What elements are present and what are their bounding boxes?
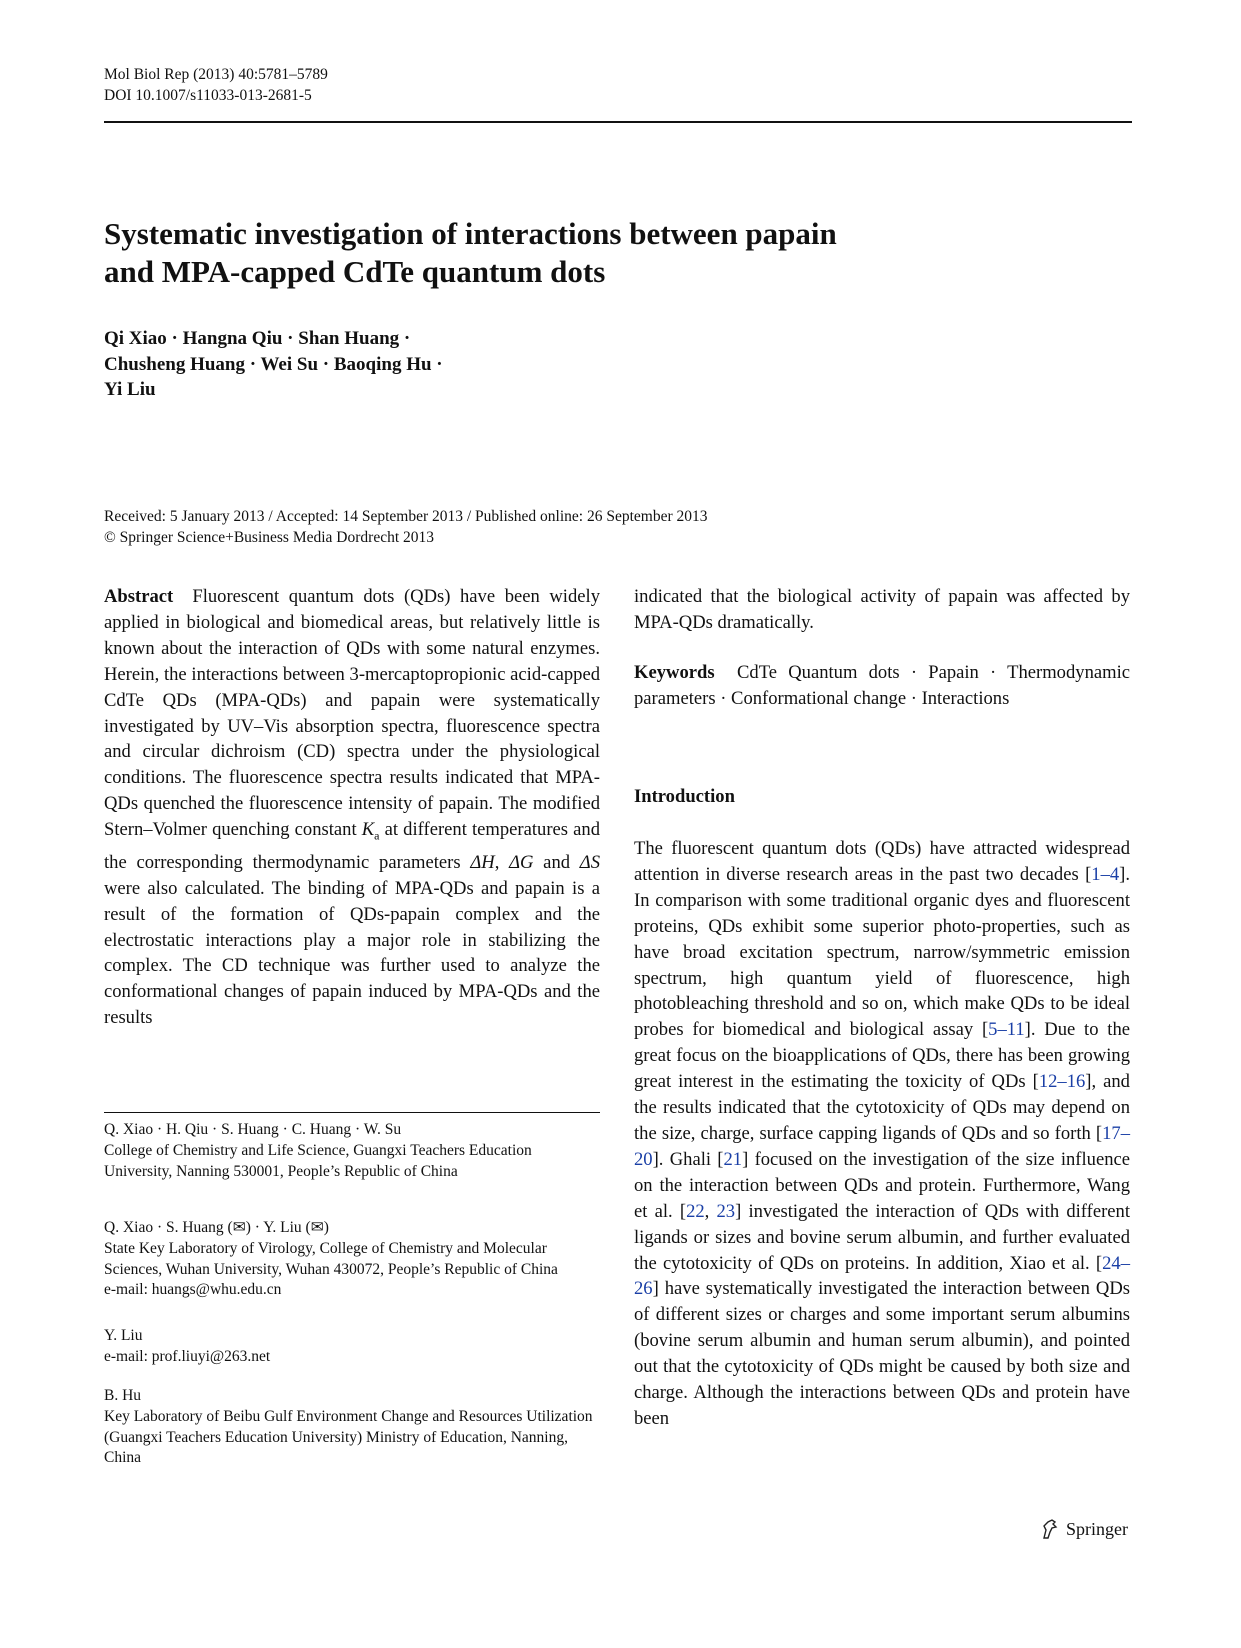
journal-doi: DOI 10.1007/s11033-013-2681-5	[104, 87, 312, 104]
introduction-body	[634, 836, 1130, 1432]
affiliation-3	[104, 1326, 600, 1368]
affiliation-2-address: State Key Laboratory of Virology, College of Chemistry and Molecular Sciences, Wuhan University, Wuhan 430072, People’s Republic of China	[104, 1239, 558, 1278]
ka-symbol: K	[361, 819, 375, 841]
abstract-text-c: were also calculated. The binding of MPA-QDs and papain is a result of the formation of QDs-papain complex and the electrostatic interactions play a major role in stabilizing the complex. The CD technique was further used to analyze the conformational changes of papain induced by MPA-QDs and the results	[104, 877, 600, 1029]
citation-link[interactable]: 12–16	[1038, 1071, 1086, 1093]
delta-h: ΔH	[470, 851, 495, 873]
title-line-2: and MPA-capped CdTe quantum dots	[104, 254, 606, 289]
paper-title	[104, 215, 1004, 291]
title-line-1: Systematic investigation of interactions between papain	[104, 216, 837, 251]
citation-link[interactable]: 21	[723, 1148, 743, 1170]
intro-text-8: ] have systematically investigated the interaction between QDs of different sizes or charges and some important serum albumins (bovine serum albumin and human serum albumin), and pointed out that the cytotoxicity of QDs might be caused by both size and charge. Although the interactions between QDs and protein have been	[634, 1278, 1130, 1429]
abstract	[104, 584, 600, 1031]
intro-text-5: ]. Ghali [	[652, 1148, 724, 1170]
citation-link[interactable]: 24–26	[634, 1252, 1130, 1300]
affiliation-2-names: Q. Xiao · S. Huang (✉) · Y. Liu (✉)	[104, 1219, 329, 1236]
citation-link[interactable]: 23	[716, 1200, 736, 1222]
springer-horse-icon	[1040, 1518, 1060, 1540]
intro-text-7: ] investigated the interaction of QDs with different ligands or sizes and bovine serum albumin, and further evaluated the cytotoxicity of QDs on proteins. In addition, Xiao et al. [	[634, 1200, 1130, 1274]
intro-text-3: ]. Due to the great focus on the bioapplications of QDs, there has been growing great interest in the estimating the toxicity of QDs [	[634, 1019, 1130, 1093]
abstract-continued-text: indicated that the biological activity of papain was affected by MPA-QDs dramatically.	[634, 586, 1130, 633]
citation-link[interactable]: 1–4	[1091, 863, 1120, 885]
affiliation-1	[104, 1120, 600, 1182]
abstract-heading: Abstract	[104, 586, 174, 607]
intro-text-2: ]. In comparison with some traditional organic dyes and fluorescent proteins, QDs exhibit some superior photo-properties, such as have broad excitation spectrum, narrow/symmetric emission spectrum, high quantum yield of fluorescence, high photobleaching threshold and so on, which make QDs to be ideal probes for biomedical and biological assay [	[634, 863, 1130, 1041]
affiliation-2	[104, 1218, 600, 1301]
affiliation-1-address: College of Chemistry and Life Science, Guangxi Teachers Education University, Nanning 530001, People’s Republic of China	[104, 1141, 532, 1180]
publication-history	[104, 506, 708, 548]
ka-subscript: a	[374, 828, 380, 843]
citation-link[interactable]: 22	[686, 1200, 705, 1222]
affiliation-3-names: Y. Liu	[104, 1327, 143, 1344]
delta-s: ΔS	[579, 851, 601, 873]
affiliation-4-names: B. Hu	[104, 1387, 142, 1404]
delta-g: ΔG	[509, 851, 534, 873]
abstract-comma: ,	[494, 851, 510, 873]
copyright-line: © Springer Science+Business Media Dordrecht 2013	[104, 529, 435, 546]
affiliation-3-email: e-mail: prof.liuyi@263.net	[104, 1347, 271, 1365]
footnote-rule	[104, 1112, 600, 1113]
affiliation-2-email: e-mail: huangs@whu.edu.cn	[104, 1281, 282, 1299]
intro-text-1: The fluorescent quantum dots (QDs) have attracted widespread attention in diverse research areas in the past two decades [	[634, 838, 1130, 885]
abstract-and: and	[533, 851, 580, 873]
abstract-continued	[634, 584, 1130, 636]
affiliation-4	[104, 1386, 600, 1469]
affiliation-4-address: Key Laboratory of Beibu Gulf Environment Change and Resources Utilization (Guangxi Teachers Education University) Ministry of Education, Nanning, China	[104, 1407, 593, 1467]
abstract-text-a: Fluorescent quantum dots (QDs) have been widely applied in biological and biomedical areas, but relatively little is known about the interaction of QDs with some natural enzymes. Herein, the interactions between 3-mercaptopropionic acid-capped CdTe QDs (MPA-QDs) and papain were systematically investigated by UV–Vis absorption spectra, fluorescence spectra and circular dichroism (CD) spectra under the physiological conditions. The fluorescence spectra results indicated that MPA-QDs quenched the fluorescence intensity of papain. The modified Stern–Volmer quenching constant	[104, 586, 600, 841]
intro-text-4: ], and the results indicated that the cytotoxicity of QDs may depend on the size, charge, surface capping ligands of QDs and so forth [	[634, 1071, 1130, 1144]
dates-history: Received: 5 January 2013 / Accepted: 14 September 2013 / Published online: 26 September 2013	[104, 508, 708, 525]
citation-link[interactable]: 17–20	[634, 1122, 1130, 1170]
intro-citation-separator: ,	[704, 1200, 717, 1222]
journal-header	[104, 64, 328, 106]
authors-line-3: Yi Liu	[104, 379, 156, 400]
keywords-heading: Keywords	[634, 662, 715, 683]
keywords	[634, 660, 1130, 712]
authors-line-1: Qi Xiao · Hangna Qiu · Shan Huang ·	[104, 328, 411, 349]
intro-text-6: ] focused on the investigation of the size influence on the interaction between QDs and protein. Furthermore, Wang et al. [	[634, 1148, 1130, 1222]
author-list	[104, 326, 443, 403]
header-rule	[104, 121, 1132, 123]
authors-line-2: Chusheng Huang · Wei Su · Baoqing Hu ·	[104, 353, 443, 375]
publisher-name: Springer	[1066, 1518, 1128, 1539]
keywords-text: CdTe Quantum dots · Papain · Thermodynamic parameters · Conformational change · Interactions	[634, 662, 1130, 709]
publisher-logo	[1040, 1518, 1128, 1540]
abstract-text-b: at different temperatures and the corresponding thermodynamic parameters	[104, 819, 600, 873]
section-heading-introduction: Introduction	[634, 786, 735, 807]
citation-link[interactable]: 5–11	[988, 1019, 1025, 1041]
affiliation-1-names: Q. Xiao · H. Qiu · S. Huang · C. Huang · W. Su	[104, 1121, 402, 1138]
journal-citation: Mol Biol Rep (2013) 40:5781–5789	[104, 66, 328, 83]
